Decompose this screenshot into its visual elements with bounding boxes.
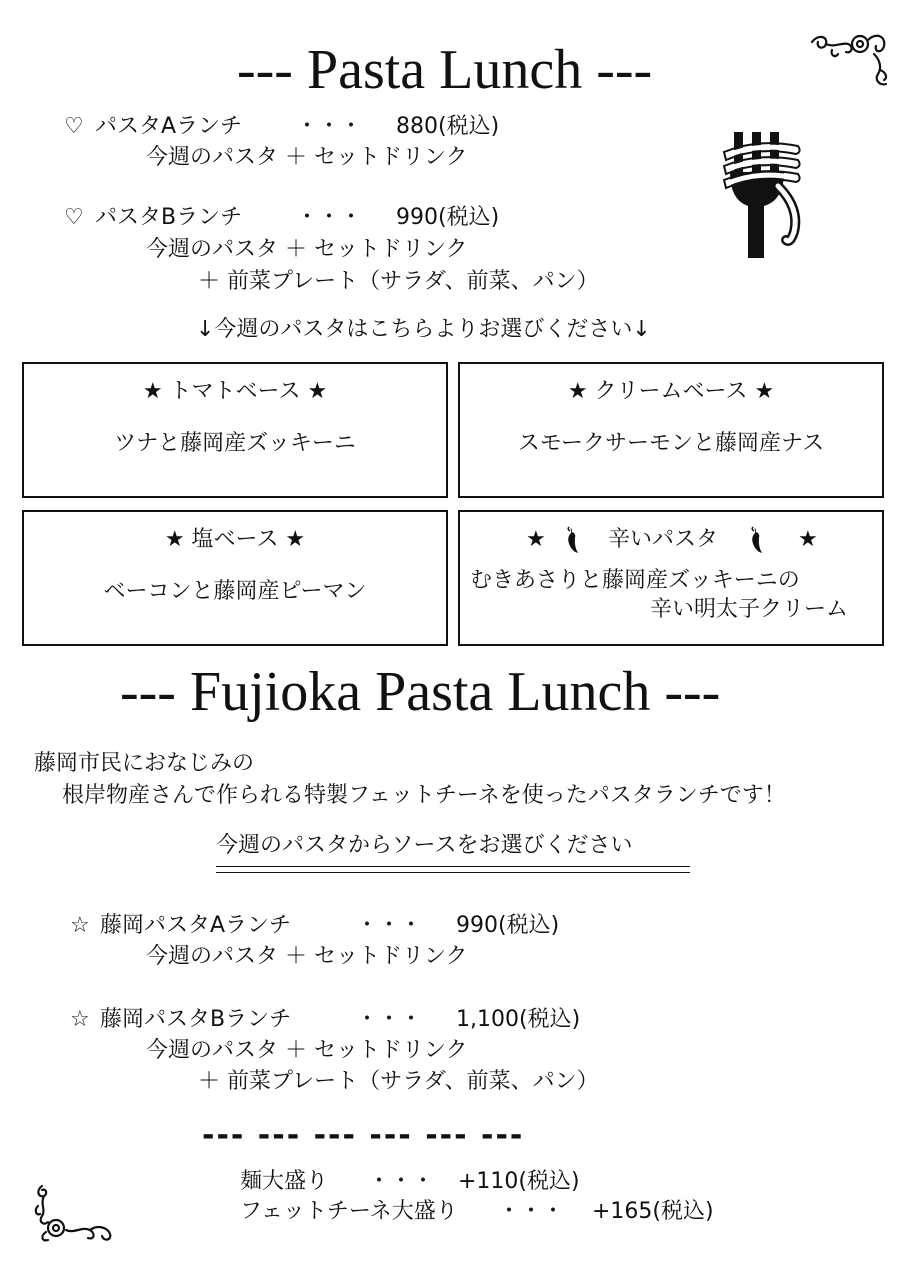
dash-divider: --- --- --- --- --- ---: [202, 1118, 525, 1153]
menu-price: 990(税込): [456, 913, 560, 938]
menu-name: パスタAランチ: [95, 114, 243, 139]
menu-dots: ・・・: [356, 913, 423, 938]
menu-description-extra: ＋ 前菜プレート（サラダ、前菜、パン）: [198, 269, 599, 294]
extra-price: +165(税込): [592, 1199, 714, 1224]
divider-line: [216, 872, 690, 873]
menu-price: 1,100(税込): [456, 1007, 581, 1032]
menu-dots: ・・・: [356, 1007, 423, 1032]
menu-dots: ・・・: [296, 205, 363, 230]
divider-line: [216, 866, 690, 867]
sauce-box-header: ★ クリームベース ★: [567, 379, 775, 404]
ornament-corner-icon: [32, 1182, 116, 1244]
menu-name: 藤岡パスタAランチ: [100, 913, 292, 938]
sauce-box-item: スモークサーモンと藤岡産ナス: [517, 431, 825, 456]
choose-note: 今週のパスタからソースをお選びください: [216, 833, 633, 858]
extra-dots: ・・・: [368, 1169, 435, 1194]
sauce-box-header: ★ トマトベース ★: [142, 379, 328, 404]
heart-icon: ♡: [64, 205, 84, 230]
sauce-box-item-line2: 辛い明太子クリーム: [650, 597, 849, 622]
sauce-box-spicy: [458, 510, 884, 646]
menu-dots: ・・・: [296, 114, 363, 139]
sauce-box-item: むきあさりと藤岡産ズッキーニの: [470, 568, 800, 593]
extra-price: +110(税込): [458, 1169, 580, 1194]
sauce-box-cream: [458, 362, 884, 498]
intro-text: 藤岡市民におなじみの: [34, 751, 255, 776]
menu-price: 880(税込): [396, 114, 500, 139]
menu-description: 今週のパスタ ＋ セットドリンク: [146, 237, 468, 262]
star-icon: ★: [526, 527, 546, 552]
star-outline-icon: ☆: [70, 913, 90, 938]
sauce-box-salt: [22, 510, 448, 646]
heart-icon: ♡: [64, 114, 84, 139]
section-title: --- Fujioka Pasta Lunch ---: [120, 661, 721, 723]
menu-name: パスタBランチ: [95, 205, 243, 230]
extra-dots: ・・・: [498, 1199, 565, 1224]
sauce-box-header: 辛いパスタ: [608, 527, 719, 552]
page-title: --- Pasta Lunch ---: [237, 39, 653, 101]
ornament-corner-icon: [808, 30, 890, 92]
menu-description-extra: ＋ 前菜プレート（サラダ、前菜、パン）: [198, 1069, 599, 1094]
star-icon: ★: [798, 527, 818, 552]
star-outline-icon: ☆: [70, 1007, 90, 1032]
choose-note: ↓今週のパスタはこちらよりお選びください↓: [196, 317, 651, 342]
fork-pasta-icon: [718, 128, 806, 262]
intro-text: 根岸物産さんで作られる特製フェットチーネを使ったパスタランチです！: [62, 783, 786, 808]
menu-price: 990(税込): [396, 205, 500, 230]
chili-pepper-icon: [748, 526, 766, 554]
sauce-box-item: ベーコンと藤岡産ピーマン: [103, 579, 367, 604]
menu-name: 藤岡パスタBランチ: [100, 1007, 292, 1032]
sauce-box-header: ★ 塩ベース ★: [164, 527, 306, 552]
extra-name: 麺大盛り: [240, 1169, 329, 1194]
menu-description: 今週のパスタ ＋ セットドリンク: [146, 145, 468, 170]
sauce-box-tomato: [22, 362, 448, 498]
menu-description: 今週のパスタ ＋ セットドリンク: [146, 944, 468, 969]
extra-name: フェットチーネ大盛り: [240, 1199, 458, 1224]
sauce-box-item: ツナと藤岡産ズッキーニ: [114, 431, 356, 456]
chili-pepper-icon: [564, 526, 582, 554]
menu-description: 今週のパスタ ＋ セットドリンク: [146, 1038, 468, 1063]
